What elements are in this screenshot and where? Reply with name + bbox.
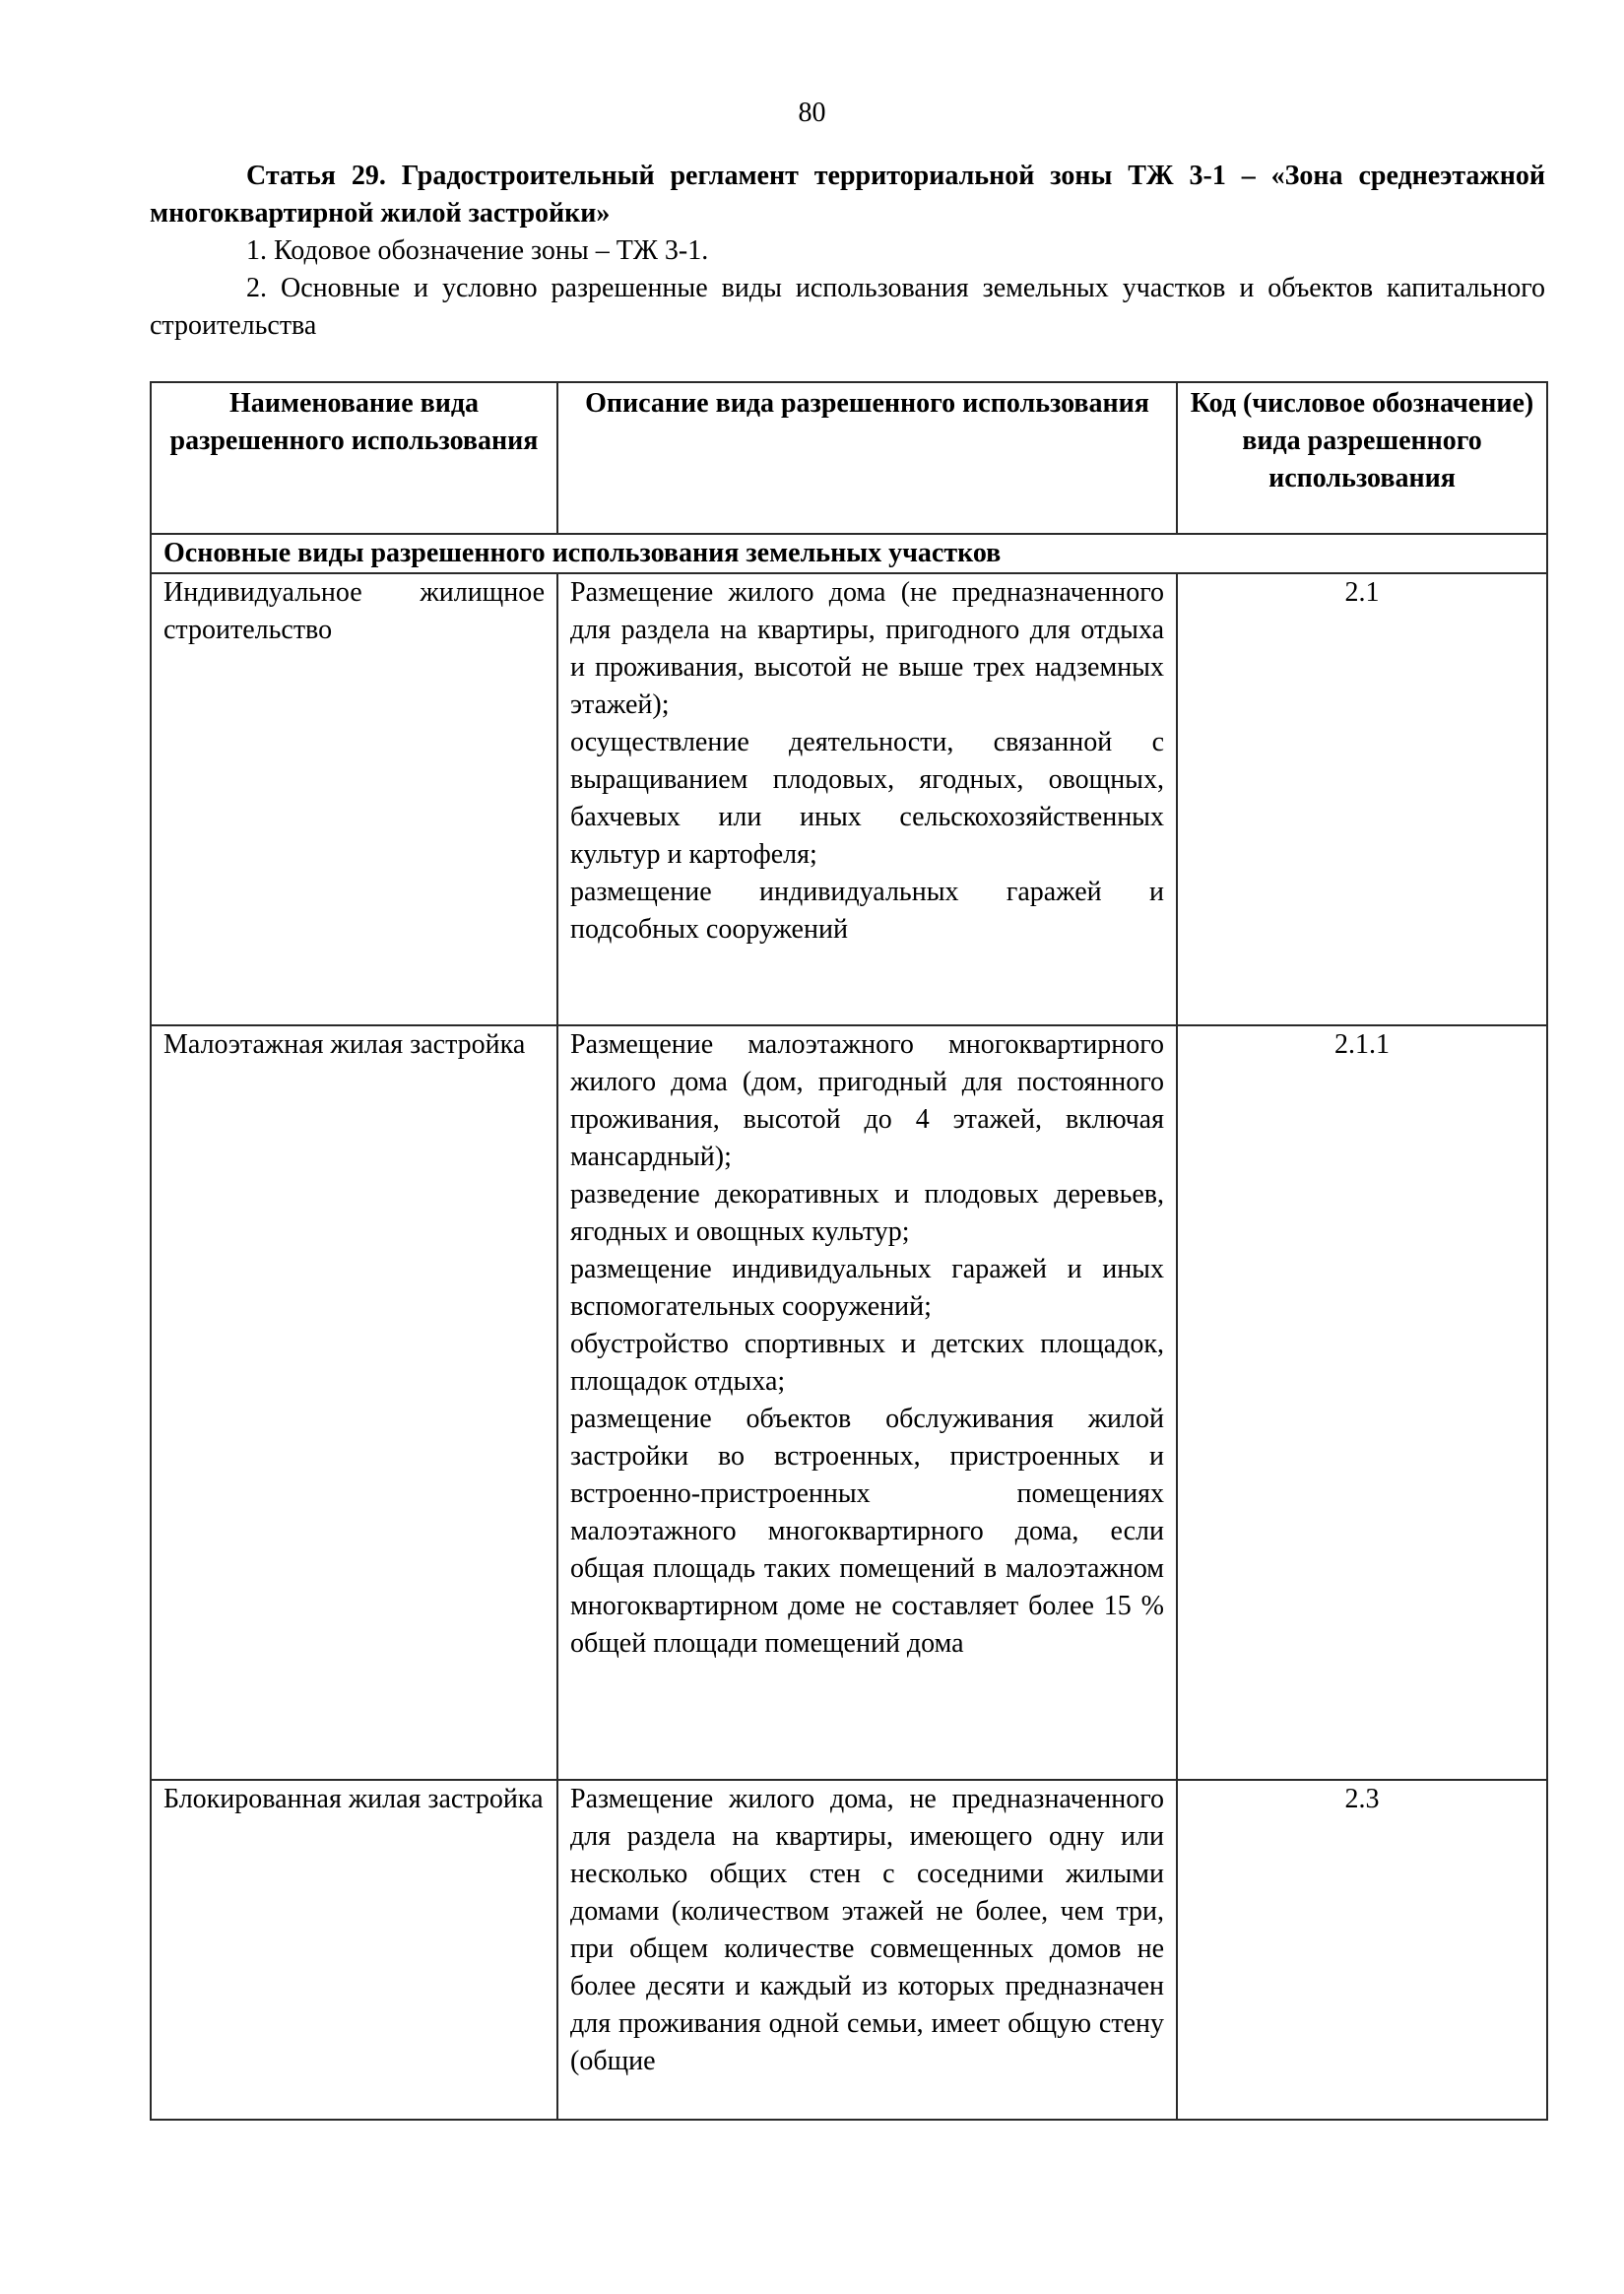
table-row bbox=[151, 1780, 1547, 2120]
use-code: 2.3 bbox=[1177, 1780, 1547, 2120]
article-title: Статья 29. Градостроительный регламент территориальной зоны ТЖ 3-1 – «Зона среднеэтажной многоквартирной жилой застройки» bbox=[150, 161, 1545, 229]
use-name: Блокированная жилая застройка bbox=[151, 1780, 557, 2120]
header-use-code: Код (числовое обозначение) вида разрешенного использования bbox=[1177, 382, 1547, 534]
header-use-name: Наименование вида разрешенного использования bbox=[151, 382, 557, 534]
use-name: Малоэтажная жилая застройка bbox=[151, 1025, 557, 1780]
use-description bbox=[557, 573, 1177, 1025]
article-intro bbox=[150, 158, 1545, 345]
use-code: 2.1 bbox=[1177, 573, 1547, 1025]
table-row bbox=[151, 573, 1547, 1025]
description-paragraph: осуществление деятельности, связанной с выращиванием плодовых, ягодных, овощных, бахчевых или иных сельскохозяйственных культур и картофеля; bbox=[570, 727, 1164, 870]
page-number: 80 bbox=[798, 98, 826, 128]
description-paragraph: Размещение жилого дома, не предназначенного для раздела на квартиры, имеющего одну или несколько общих стен с соседними жилыми домами (количеством этажей не более, чем три, при общем количестве совмещенных домов не более десяти и каждый из которых предназначен для проживания одной семьи, имеет общую стену (общие bbox=[570, 1784, 1164, 2076]
description-paragraph: Размещение малоэтажного многоквартирного жилого дома (дом, пригодный для постоянного проживания, высотой до 4 этажей, включая мансардный); bbox=[570, 1029, 1164, 1172]
use-description bbox=[557, 1025, 1177, 1780]
use-code: 2.1.1 bbox=[1177, 1025, 1547, 1780]
use-name: Индивидуальное жилищное строительство bbox=[151, 573, 557, 1025]
zone-code-item: 1. Кодовое обозначение зоны – ТЖ 3-1. bbox=[246, 235, 709, 266]
use-description bbox=[557, 1780, 1177, 2120]
section-title: Основные виды разрешенного использования земельных участков bbox=[151, 534, 1547, 573]
description-paragraph: размещение индивидуальных гаражей и иных вспомогательных сооружений; bbox=[570, 1254, 1164, 1322]
description-paragraph: размещение объектов обслуживания жилой застройки во встроенных, пристроенных и встроенно-пристроенных помещениях малоэтажного многоквартирного дома, если общая площадь таких помещений в малоэтажном многоквартирном доме не составляет более 15 % общей площади помещений дома bbox=[570, 1404, 1164, 1659]
section-row bbox=[151, 534, 1547, 573]
header-use-description: Описание вида разрешенного использования bbox=[557, 382, 1177, 534]
table-header-row bbox=[151, 382, 1547, 534]
description-paragraph: разведение декоративных и плодовых деревьев, ягодных и овощных культур; bbox=[570, 1179, 1164, 1247]
permitted-uses-table bbox=[150, 381, 1548, 2121]
permitted-uses-item: 2. Основные и условно разрешенные виды использования земельных участков и объектов капитального строительства bbox=[150, 273, 1545, 341]
description-paragraph: Размещение жилого дома (не предназначенного для раздела на квартиры, пригодного для отдыха и проживания, высотой не выше трех надземных этажей); bbox=[570, 577, 1164, 720]
description-paragraph: размещение индивидуальных гаражей и подсобных сооружений bbox=[570, 877, 1164, 945]
description-paragraph: обустройство спортивных и детских площадок, площадок отдыха; bbox=[570, 1329, 1164, 1397]
table-row bbox=[151, 1025, 1547, 1780]
